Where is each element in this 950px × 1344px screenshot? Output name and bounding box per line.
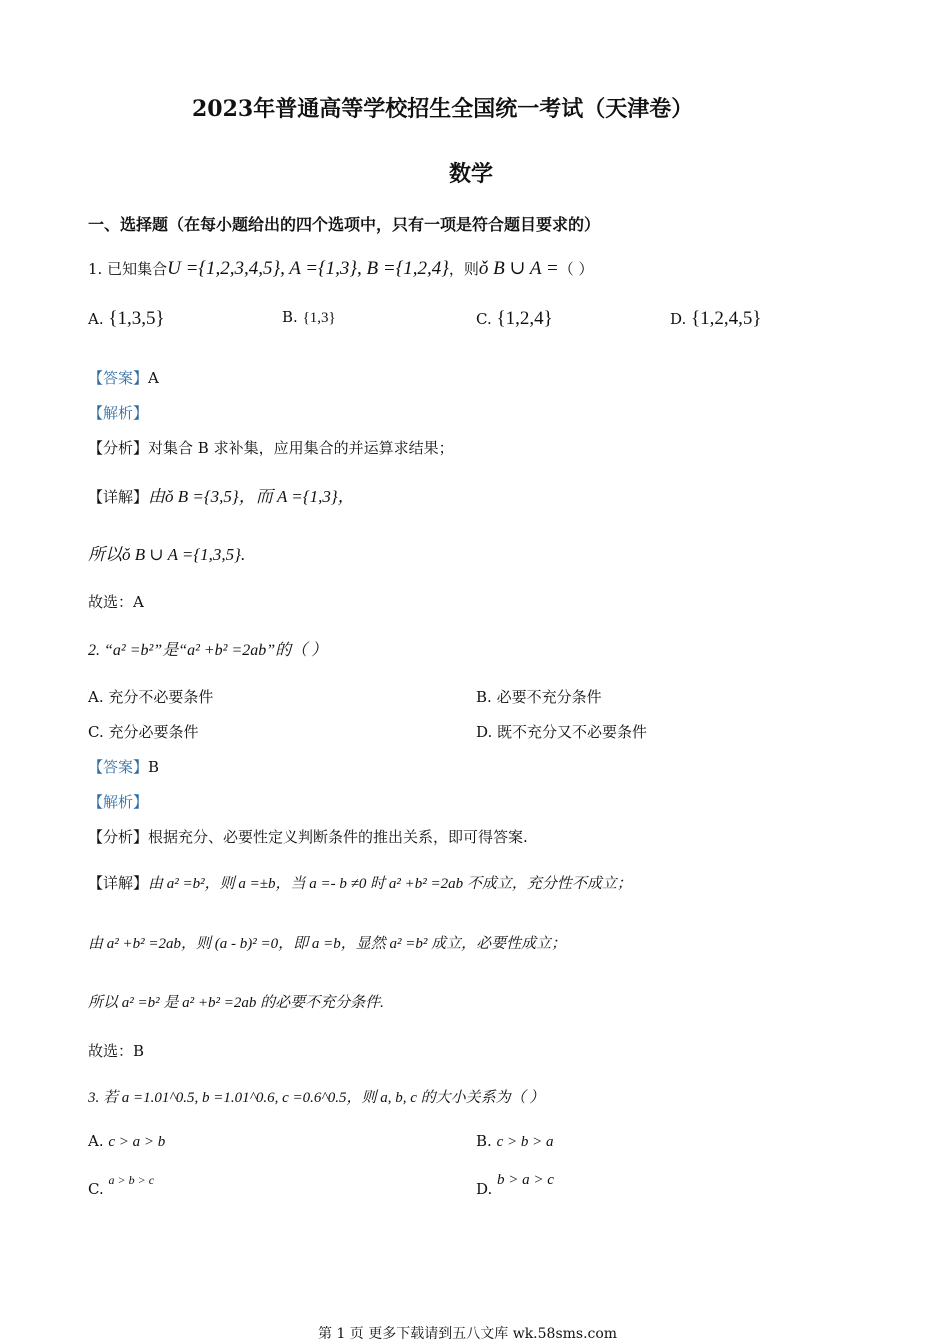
detail-tag: 【详解】 <box>88 488 149 506</box>
q1-prefix: 1. 已知集合 <box>88 260 168 278</box>
q2-detail-3: 所以 a² =b² 是 a² +b² =2ab 的必要不充分条件. <box>88 995 384 1011</box>
question-3-stem: 3. 若 a =1.01^0.5, b =1.01^0.6, c =0.6^0.5，则 a, b, c 的大小关系为（ ） <box>88 1090 545 1106</box>
option-value: {1,2,4} <box>496 308 553 329</box>
question-1-stem <box>88 257 593 280</box>
answer-value: A <box>148 369 159 387</box>
answer-tag: 【答案】 <box>88 758 149 776</box>
q1-sets-math: U ={1,2,3,4,5}, A ={1,3}, B ={1,2,4} <box>167 258 449 279</box>
question-2-stem: 2. “a² =b²”是“a² +b² =2ab”的（ ） <box>88 642 328 659</box>
option-value: {1,2,4,5} <box>691 308 762 329</box>
section-heading: 一、选择题（在每小题给出的四个选项中，只有一项是符合题目要求的） <box>88 215 601 234</box>
option-value: 既不充分又不必要条件 <box>497 723 648 741</box>
q3-option-d <box>476 1170 554 1198</box>
detail-text: 由ǒ B ={3,5}，而 A ={1,3}， <box>148 487 355 506</box>
q1-jiexi-tag: 【解析】 <box>88 404 149 422</box>
q2-jiexi-tag: 【解析】 <box>88 793 149 811</box>
option-label: C. <box>88 1180 104 1198</box>
q1-answer <box>88 367 159 388</box>
answer-value: B <box>148 758 160 776</box>
q2-conclusion: 故选：B <box>88 1042 145 1060</box>
option-label: B. <box>476 1132 492 1150</box>
q2-detail-2: 由 a² +b² =2ab，则 (a - b)² =0，即 a =b，显然 a² =b² 成立，必要性成立； <box>88 936 567 952</box>
option-value: c > a > b <box>108 1134 166 1150</box>
q1-complement-math: ǒ B ∪ A = <box>478 258 559 279</box>
analysis-tag: 【分析】 <box>88 439 149 457</box>
q1-option-c <box>476 308 553 330</box>
q1-analysis <box>88 437 454 458</box>
q1-paren: （ ） <box>558 260 594 278</box>
q2-option-c <box>88 721 199 742</box>
option-label: B. <box>476 688 492 706</box>
option-label: A. <box>88 310 104 328</box>
option-label: C. <box>476 310 492 328</box>
detail-tag: 【详解】 <box>88 874 149 892</box>
page-footer: 第 1 页 更多下载请到五八文库 wk.58sms.com <box>318 1326 618 1342</box>
analysis-text: 根据充分、必要性定义判断条件的推出关系，即可得答案. <box>148 828 528 846</box>
option-value: {1,3} <box>302 310 336 326</box>
answer-tag: 【答案】 <box>88 369 149 387</box>
q2-option-b <box>476 686 602 707</box>
option-value: c > b > a <box>496 1134 554 1150</box>
q1-option-b <box>282 308 336 327</box>
option-value: 必要不充分条件 <box>496 688 602 706</box>
page-title: 2023年普通高等学校招生全国统一考试（天津卷） <box>192 96 694 122</box>
detail-text: 由 a² =b²，则 a =±b，当 a =- b ≠0 时 a² +b² =2ab 不成立，充分性不成立； <box>148 876 632 892</box>
q2-option-d <box>476 721 647 742</box>
option-value: 充分不必要条件 <box>108 688 214 706</box>
option-label: D. <box>670 310 687 328</box>
option-value: a > b > c <box>108 1173 155 1187</box>
q1-detail-1 <box>88 482 355 507</box>
q2-detail-1 <box>88 872 632 893</box>
q3-option-c <box>88 1170 155 1198</box>
option-label: A. <box>88 1132 104 1150</box>
analysis-text: 对集合 B 求补集，应用集合的并运算求结果； <box>148 439 454 457</box>
option-value: b > a > c <box>497 1172 554 1188</box>
option-value: 充分必要条件 <box>108 723 199 741</box>
q1-option-d <box>670 308 762 330</box>
q2-option-a <box>88 686 213 707</box>
option-label: D. <box>476 1180 493 1198</box>
analysis-tag: 【分析】 <box>88 828 149 846</box>
option-label: A. <box>88 688 104 706</box>
q1-option-a <box>88 308 165 330</box>
q2-analysis <box>88 826 528 847</box>
subject-title: 数学 <box>449 161 494 187</box>
q2-answer <box>88 756 159 777</box>
q3-option-b <box>476 1132 553 1151</box>
option-label: C. <box>88 723 104 741</box>
q1-detail-2: 所以ǒ B ∪ A ={1,3,5}. <box>88 545 246 564</box>
q1-conclusion: 故选：A <box>88 593 144 611</box>
option-label: D. <box>476 723 493 741</box>
q3-option-a <box>88 1132 165 1151</box>
option-label: B. <box>282 308 298 326</box>
q1-mid: ，则 <box>448 260 479 278</box>
option-value: {1,3,5} <box>108 308 165 329</box>
